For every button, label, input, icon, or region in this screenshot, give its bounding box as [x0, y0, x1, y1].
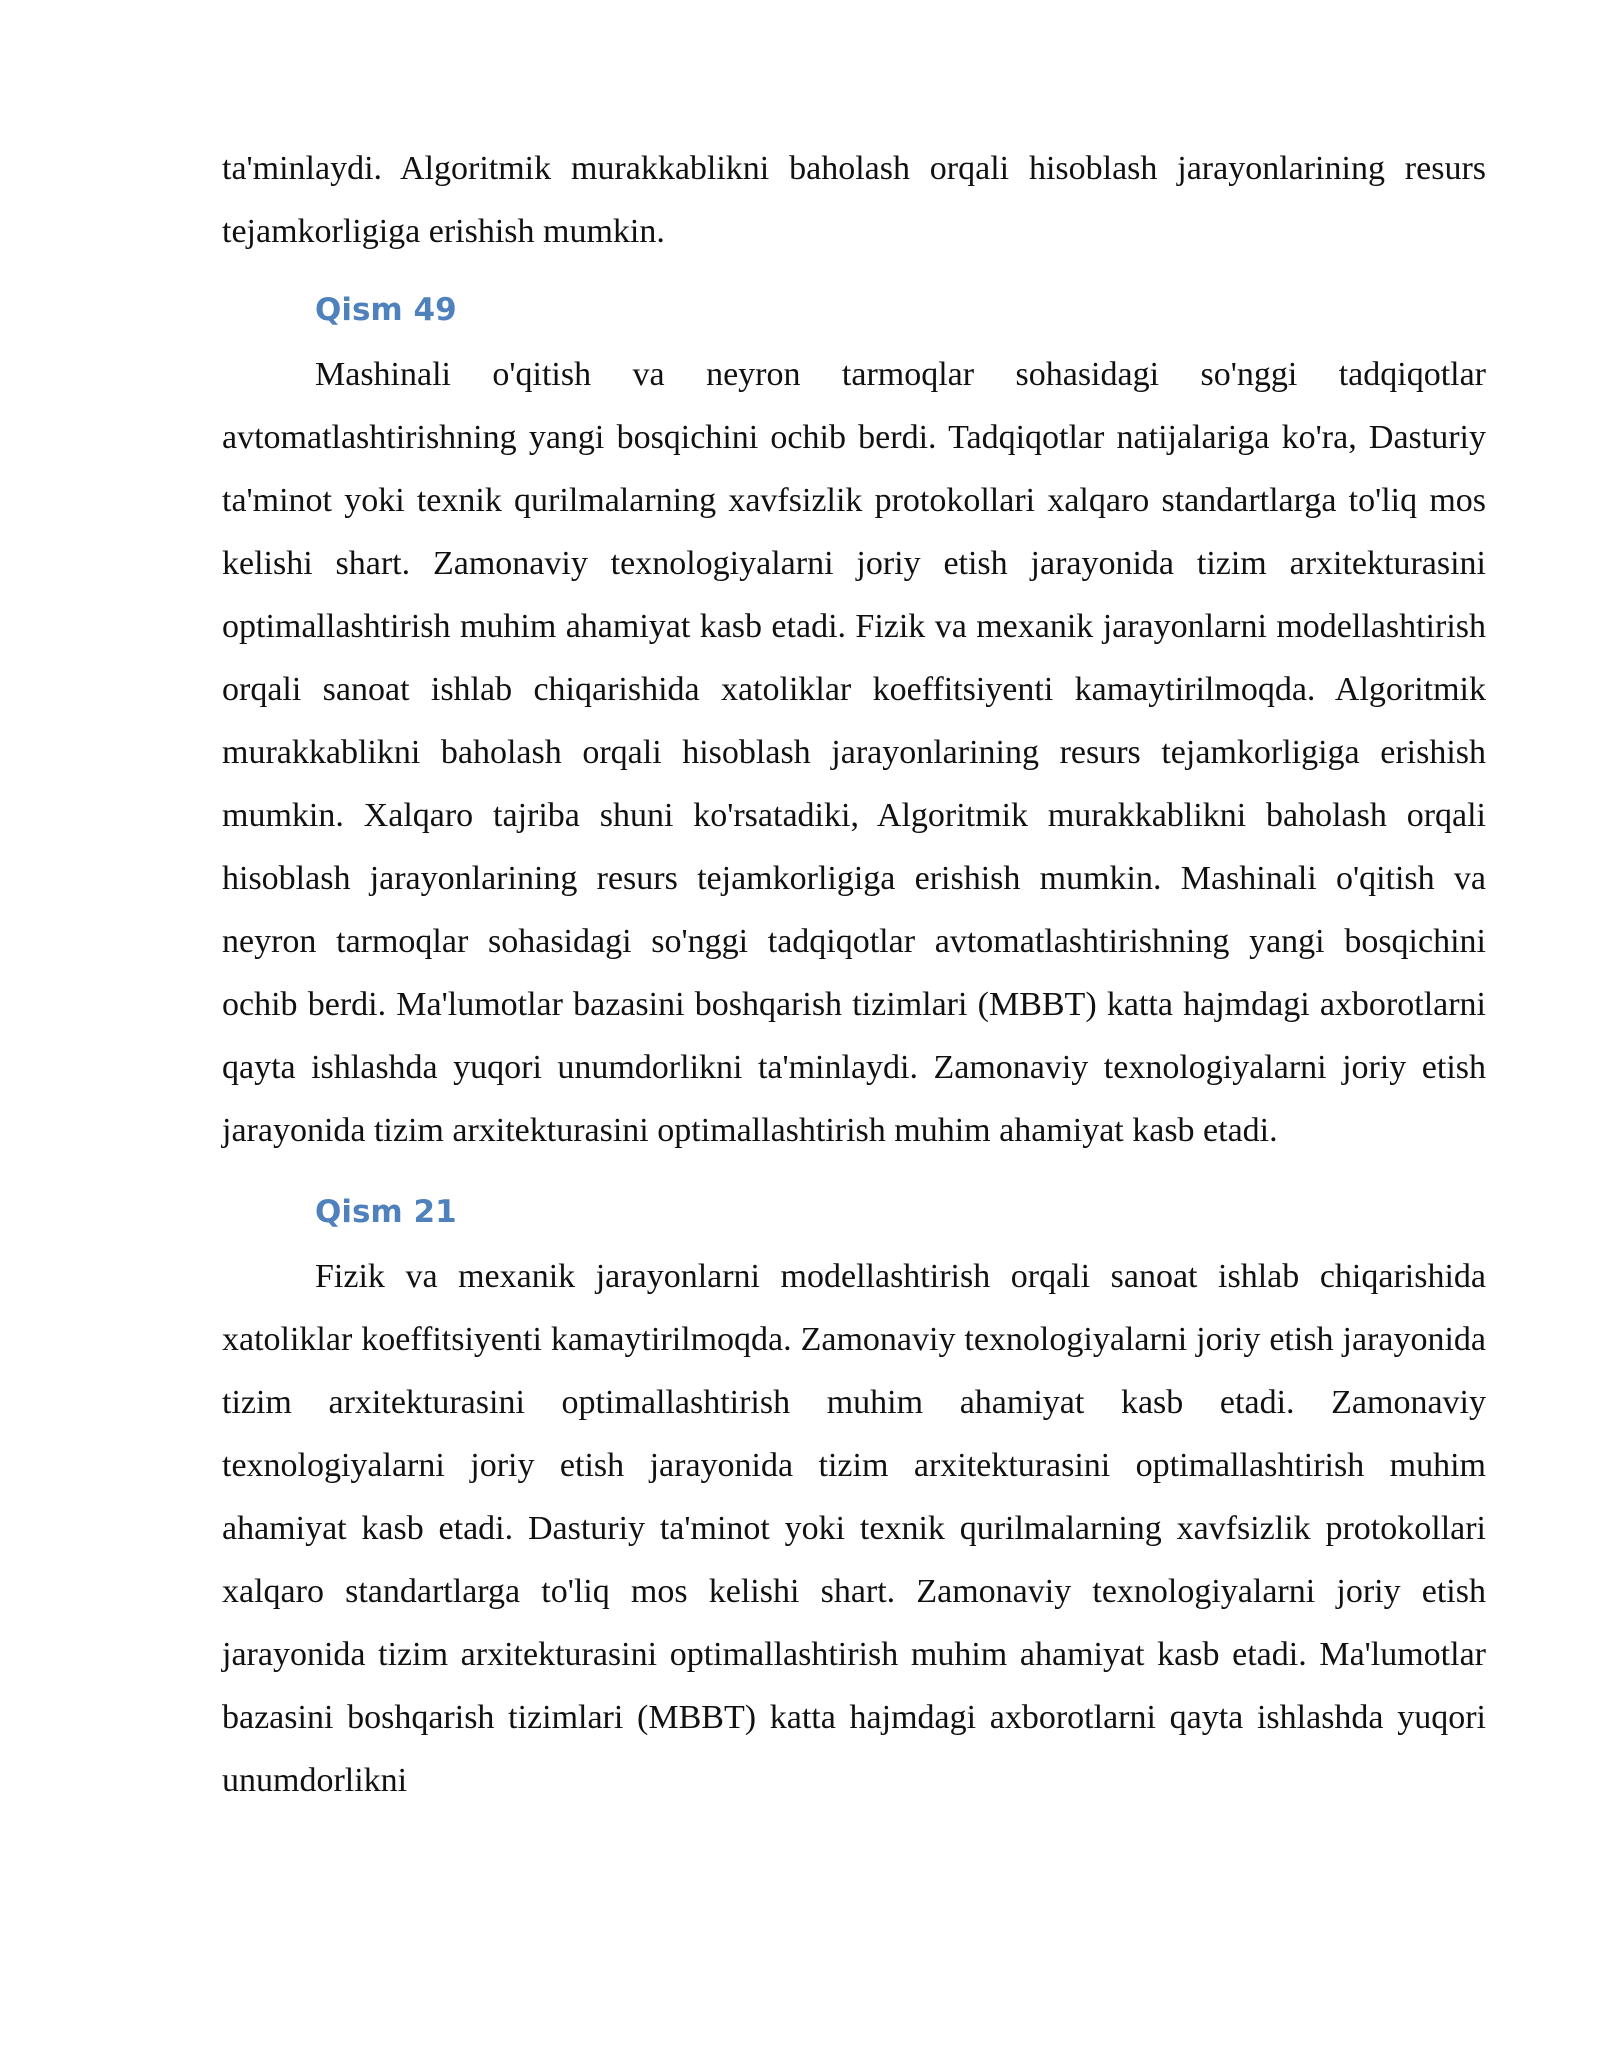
section-paragraph: Mashinali o'qitish va neyron tarmoqlar sohasidagi so'nggi tadqiqotlar avtomatlashtirishning yangi bosqichini ochib berdi. Tadqiqotlar natijalariga ko'ra, Dasturiy ta'minot yoki texnik qurilmalarning xavfsizlik protokollari xalqaro standartlarga to'liq mos kelishi shart. Zamonaviy texnologiyalarni joriy etish jarayonida tizim arxitekturasini optimallashtirish muhim ahamiyat kasb etadi. Fizik va mexanik jarayonlarni modellashtirish orqali sanoat ishlab chiqarishida xatoliklar koeffitsiyenti kamaytirilmoqda. Algoritmik murakkablikni baholash orqali hisoblash jarayonlarining resurs tejamkorligiga erishish mumkin. Xalqaro tajriba shuni ko'rsatadiki, Algoritmik murakkablikni baholash orqali hisoblash jarayonlarining resurs tejamkorligiga erishish mumkin. Mashinali o'qitish va neyron tarmoqlar sohasidagi so'nggi tadqiqotlar avtomatlashtirishning yangi bosqichini ochib berdi. Ma'lumotlar bazasini boshqarish tizimlari (MBBT) katta hajmdagi axborotlarni qayta ishlashda yuqori unumdorlikni ta'minlaydi. Zamonaviy texnologiyalarni joriy etish jarayonida tizim arxitekturasini optimallashtirish muhim ahamiyat kasb etadi.	[222, 356, 1486, 1149]
section-heading: Qism 49	[315, 292, 457, 328]
intro-paragraph: ta'minlaydi. Algoritmik murakkablikni baholash orqali hisoblash jarayonlarining resurs tejamkorligiga erishish mumkin.	[222, 150, 1486, 250]
section-heading: Qism 21	[315, 1194, 457, 1230]
page-content	[222, 137, 1486, 1812]
section-paragraph: Fizik va mexanik jarayonlarni modellashtirish orqali sanoat ishlab chiqarishida xatoliklar koeffitsiyenti kamaytirilmoqda. Zamonaviy texnologiyalarni joriy etish jarayonida tizim arxitekturasini optimallashtirish muhim ahamiyat kasb etadi. Zamonaviy texnologiyalarni joriy etish jarayonida tizim arxitekturasini optimallashtirish muhim ahamiyat kasb etadi. Dasturiy ta'minot yoki texnik qurilmalarning xavfsizlik protokollari xalqaro standartlarga to'liq mos kelishi shart. Zamonaviy texnologiyalarni joriy etish jarayonida tizim arxitekturasini optimallashtirish muhim ahamiyat kasb etadi. Ma'lumotlar bazasini boshqarish tizimlari (MBBT) katta hajmdagi axborotlarni qayta ishlashda yuqori unumdorlikni	[222, 1258, 1486, 1799]
